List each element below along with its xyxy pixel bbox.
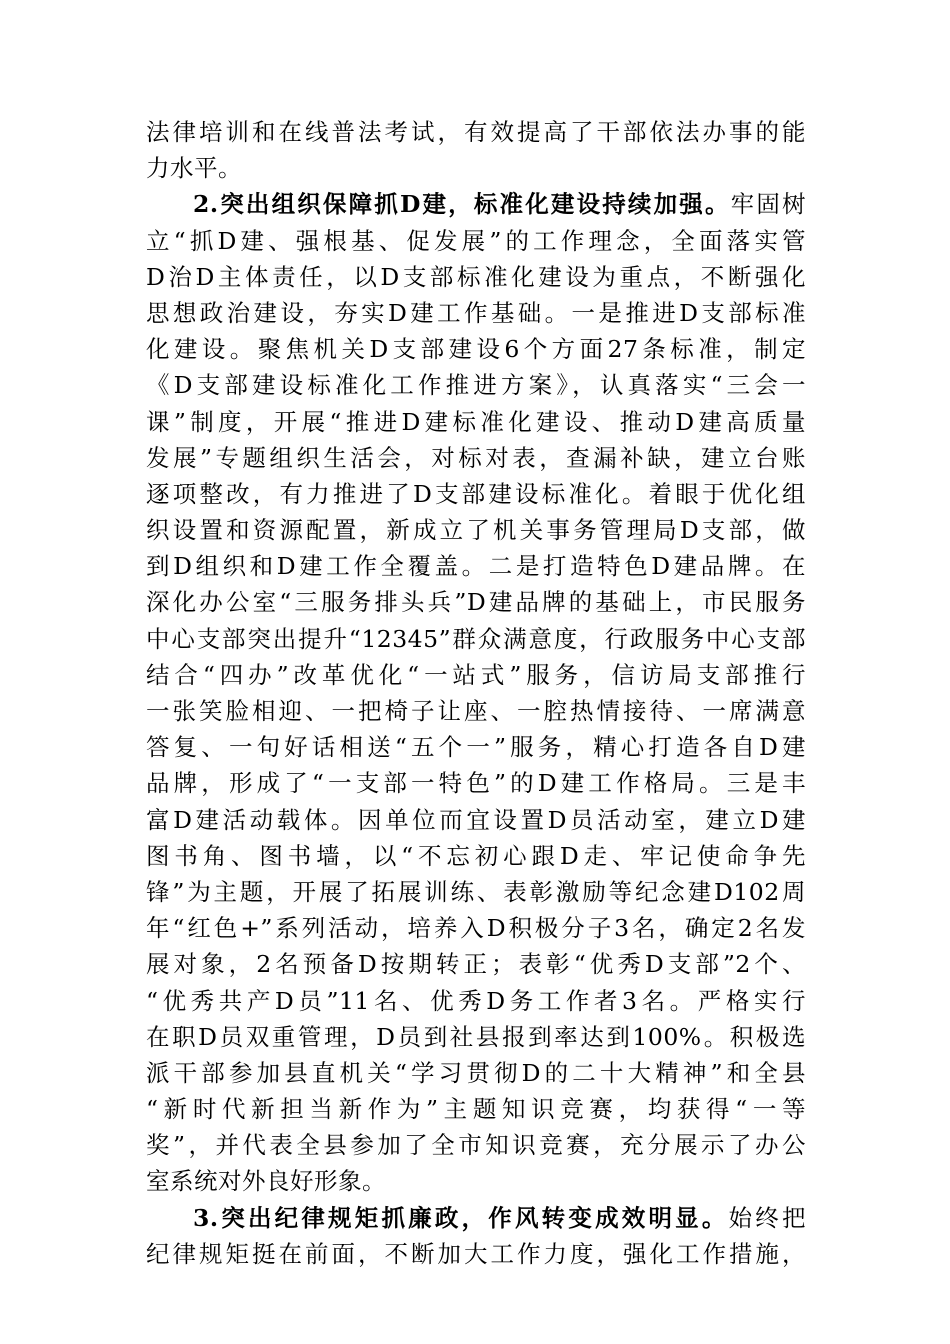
text-line: D治D主体责任，以D支部标准化建设为重点，不断强化 bbox=[146, 262, 806, 291]
text-line: 年“红色+”系列活动，培养入D积极分子3名，确定2名发 bbox=[146, 914, 806, 943]
text-line: 力水平。 bbox=[146, 154, 242, 183]
document-body bbox=[146, 114, 806, 1272]
section-heading-line bbox=[146, 186, 806, 222]
text-line: 富D建活动载体。因单位而宜设置D员活动室，建立D建 bbox=[146, 805, 806, 834]
text-line: 展对象，2名预备D按期转正；表彰“优秀D支部”2个、 bbox=[146, 950, 806, 979]
text-line: 深化办公室“三服务排头兵”D建品牌的基础上，市民服务 bbox=[146, 588, 806, 617]
text-line: 到D组织和D建工作全覆盖。二是打造特色D建品牌。在 bbox=[146, 552, 806, 581]
text-line: 始终把 bbox=[728, 1203, 806, 1232]
text-line: 派干部参加县直机关“学习贯彻D的二十大精神”和全县 bbox=[146, 1058, 806, 1087]
text-line: 室系统对外良好形象。 bbox=[146, 1167, 386, 1196]
text-line: 锋”为主题，开展了拓展训练、表彰激励等纪念建D102周 bbox=[146, 877, 806, 906]
section-heading-2: 2.突出组织保障抓D建，标准化建设持续加强。 bbox=[193, 190, 731, 219]
text-line: 织设置和资源配置，新成立了机关事务管理局D支部，做 bbox=[146, 516, 806, 545]
text-line: 图书角、图书墙，以“不忘初心跟D走、牢记使命争先 bbox=[146, 841, 806, 870]
text-line: 在职D员双重管理，D员到社县报到率达到100%。积极选 bbox=[146, 1022, 806, 1051]
text-line: “新时代新担当新作为”主题知识竞赛，均获得“一等 bbox=[146, 1095, 806, 1124]
text-line: 立“抓D建、强根基、促发展”的工作理念，全面落实管 bbox=[146, 226, 806, 255]
text-line: 纪律规矩挺在前面，不断加大工作力度，强化工作措施， bbox=[146, 1239, 806, 1268]
section-heading-3: 3.突出纪律规矩抓廉政，作风转变成效明显。 bbox=[193, 1203, 729, 1232]
text-line: 一张笑脸相迎、一把椅子让座、一腔热情接待、一席满意 bbox=[146, 697, 806, 725]
text-line: “优秀共产D员”11名、优秀D务工作者3名。严格实行 bbox=[146, 986, 806, 1015]
text-line: 《D支部建设标准化工作推进方案》，认真落实“三会一 bbox=[146, 371, 806, 400]
text-line: 法律培训和在线普法考试，有效提高了干部依法办事的能 bbox=[146, 118, 806, 146]
section-heading-line bbox=[146, 1200, 806, 1236]
text-line: 课”制度，开展“推进D建标准化建设、推动D建高质量 bbox=[146, 407, 806, 436]
text-line: 牢固树 bbox=[730, 190, 806, 219]
text-line: 结合“四办”改革优化“一站式”服务，信访局支部推行 bbox=[146, 660, 806, 689]
text-line: 奖”，并代表全县参加了全市知识竞赛，充分展示了办公 bbox=[146, 1131, 806, 1160]
text-line: 品牌，形成了“一支部一特色”的D建工作格局。三是丰 bbox=[146, 769, 806, 798]
text-line: 化建设。聚焦机关D支部建设6个方面27条标准，制定 bbox=[146, 335, 806, 364]
text-line: 中心支部突出提升“12345”群众满意度，行政服务中心支部 bbox=[146, 624, 806, 653]
text-line: 思想政治建设，夯实D建工作基础。一是推进D支部标准 bbox=[146, 298, 806, 327]
text-line: 答复、一句好话相送“五个一”服务，精心打造各自D建 bbox=[146, 733, 806, 762]
text-line: 发展”专题组织生活会，对标对表，查漏补缺，建立台账 bbox=[146, 443, 806, 472]
text-line: 逐项整改，有力推进了D支部建设标准化。着眼于优化组 bbox=[146, 479, 806, 508]
